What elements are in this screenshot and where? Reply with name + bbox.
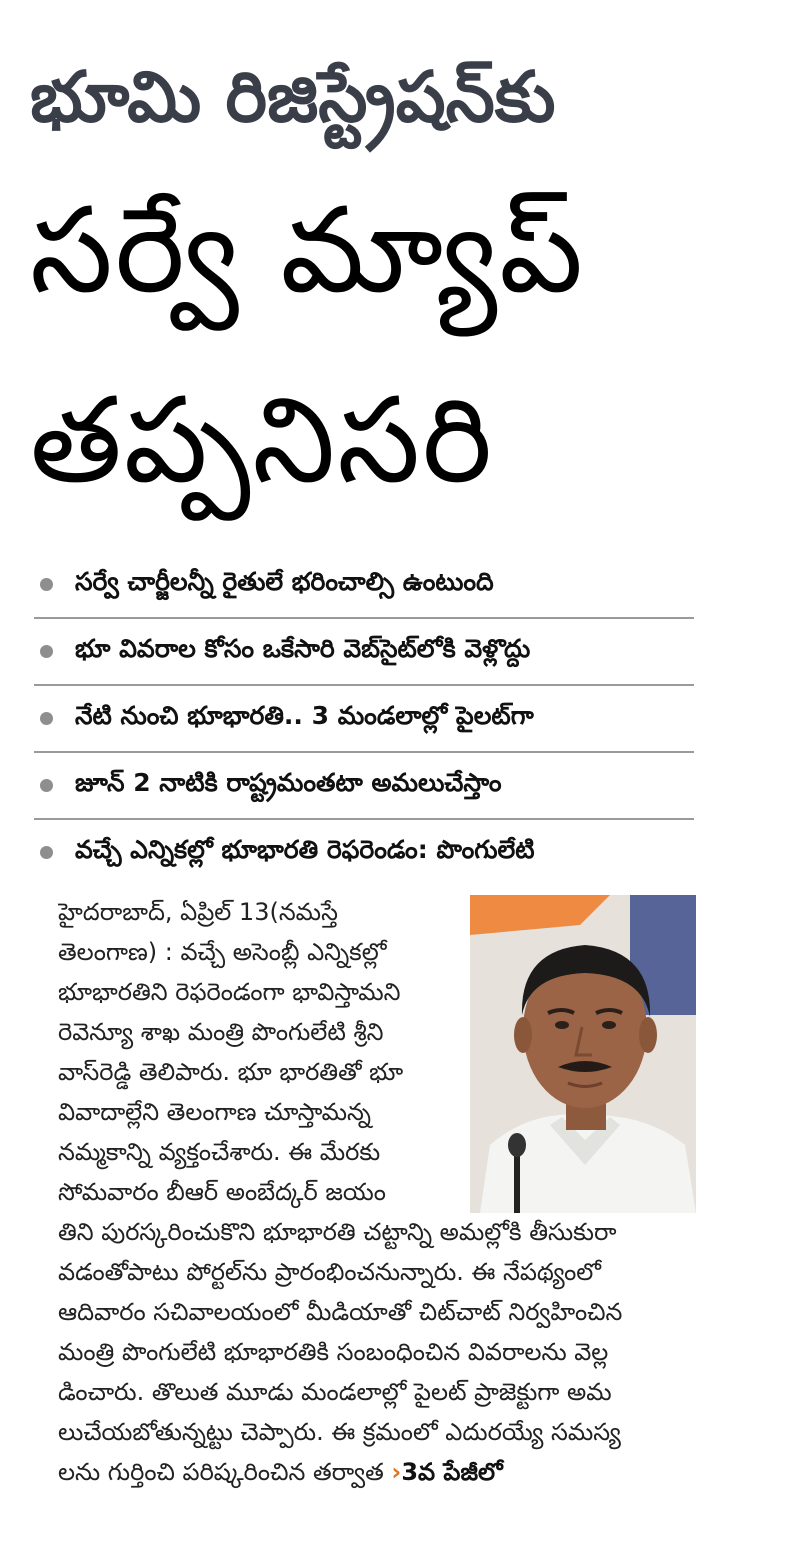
bullet-item bbox=[34, 820, 694, 885]
kicker-headline: భూమి రిజిస్ట్రేషన్‌కు bbox=[30, 56, 556, 138]
bullet-dot-icon bbox=[40, 578, 53, 591]
body-line: వివాదాల్లేని తెలంగాణ చూస్తామన్న bbox=[58, 1098, 371, 1126]
bullet-item bbox=[34, 619, 694, 686]
body-last-text: లను గుర్తించి పరిష్కరించిన తర్వాత bbox=[58, 1458, 384, 1486]
bullet-dot-icon bbox=[40, 779, 53, 792]
body-line: ఆదివారం సచివాలయంలో మీడియాతో చిట్‌చాట్ నిర్వహించిన bbox=[58, 1298, 623, 1326]
bullet-item bbox=[34, 753, 694, 820]
body-line: సోమవారం బీఆర్ అంబేద్కర్ జయం bbox=[58, 1178, 386, 1206]
chevron-right-icon: › bbox=[391, 1458, 402, 1486]
article-body-full bbox=[58, 1212, 698, 1492]
body-line: హైదరాబాద్, ఏప్రిల్ 13(నమస్తే bbox=[58, 898, 338, 926]
body-line: తెలంగాణ) : వచ్చే అసెంబ్లీ ఎన్నికల్లో bbox=[58, 938, 387, 966]
bullet-dot-icon bbox=[40, 645, 53, 658]
main-headline-line-1: సర్వే మ్యాప్ bbox=[30, 181, 586, 319]
body-line: నమ్మకాన్ని వ్యక్తంచేశారు. ఈ మేరకు bbox=[58, 1138, 381, 1166]
article-body-narrow bbox=[58, 892, 478, 1212]
bullet-text: సర్వే చార్జీలన్నీ రైతులే భరించాల్సి ఉంటుంది bbox=[75, 566, 494, 596]
bullet-text: నేటి నుంచి భూభారతి.. 3 మండలాల్లో పైలట్‌గా bbox=[75, 700, 534, 730]
bullet-dot-icon bbox=[40, 846, 53, 859]
minister-photo bbox=[470, 895, 696, 1213]
body-line: తిని పురస్కరించుకొని భూభారతి చట్టాన్ని అమల్లోకి తీసుకురా bbox=[58, 1218, 617, 1246]
body-last-line bbox=[58, 1452, 698, 1492]
highlight-bullets bbox=[34, 552, 694, 885]
bullet-text: జూన్ 2 నాటికి రాష్ట్రమంతటా అమలుచేస్తాం bbox=[75, 767, 502, 797]
body-line: లుచేయబోతున్నట్టు చెప్పారు. ఈ క్రమంలో ఎదురయ్యే సమస్య bbox=[58, 1418, 621, 1446]
bullet-text: భూ వివరాల కోసం ఒకేసారి వెబ్‌సైట్‌లోకి వెళ్లొద్దు bbox=[75, 633, 531, 663]
body-line: మంత్రి పొంగులేటి భూభారతికి సంబంధించిన వివరాలను వెల్ల bbox=[58, 1338, 609, 1366]
body-line: భూభారతిని రెఫరెండంగా భావిస్తామని bbox=[58, 978, 401, 1006]
bullet-text: వచ్చే ఎన్నికల్లో భూభారతి రెఫరెండం: పొంగులేటి bbox=[75, 834, 535, 864]
body-line: రెవెన్యూ శాఖ మంత్రి పొంగులేటి శ్రీని bbox=[58, 1018, 384, 1046]
bullet-dot-icon bbox=[40, 712, 53, 725]
bullet-item bbox=[34, 686, 694, 753]
body-line: వడంతోపాటు పోర్టల్‌ను ప్రారంభించనున్నారు. ఈ నేపథ్యంలో bbox=[58, 1258, 602, 1286]
body-line: డించారు. తొలుత మూడు మండలాల్లో పైలట్ ప్రాజెక్టుగా అమ bbox=[58, 1378, 612, 1406]
main-headline-line-2: తప్పనిసరి bbox=[30, 371, 495, 509]
continued-on-page: 3వ పేజీలో bbox=[401, 1458, 503, 1486]
body-line: వాస్‌రెడ్డి తెలిపారు. భూ భారతితో భూ bbox=[58, 1058, 404, 1086]
bullet-item bbox=[34, 552, 694, 619]
